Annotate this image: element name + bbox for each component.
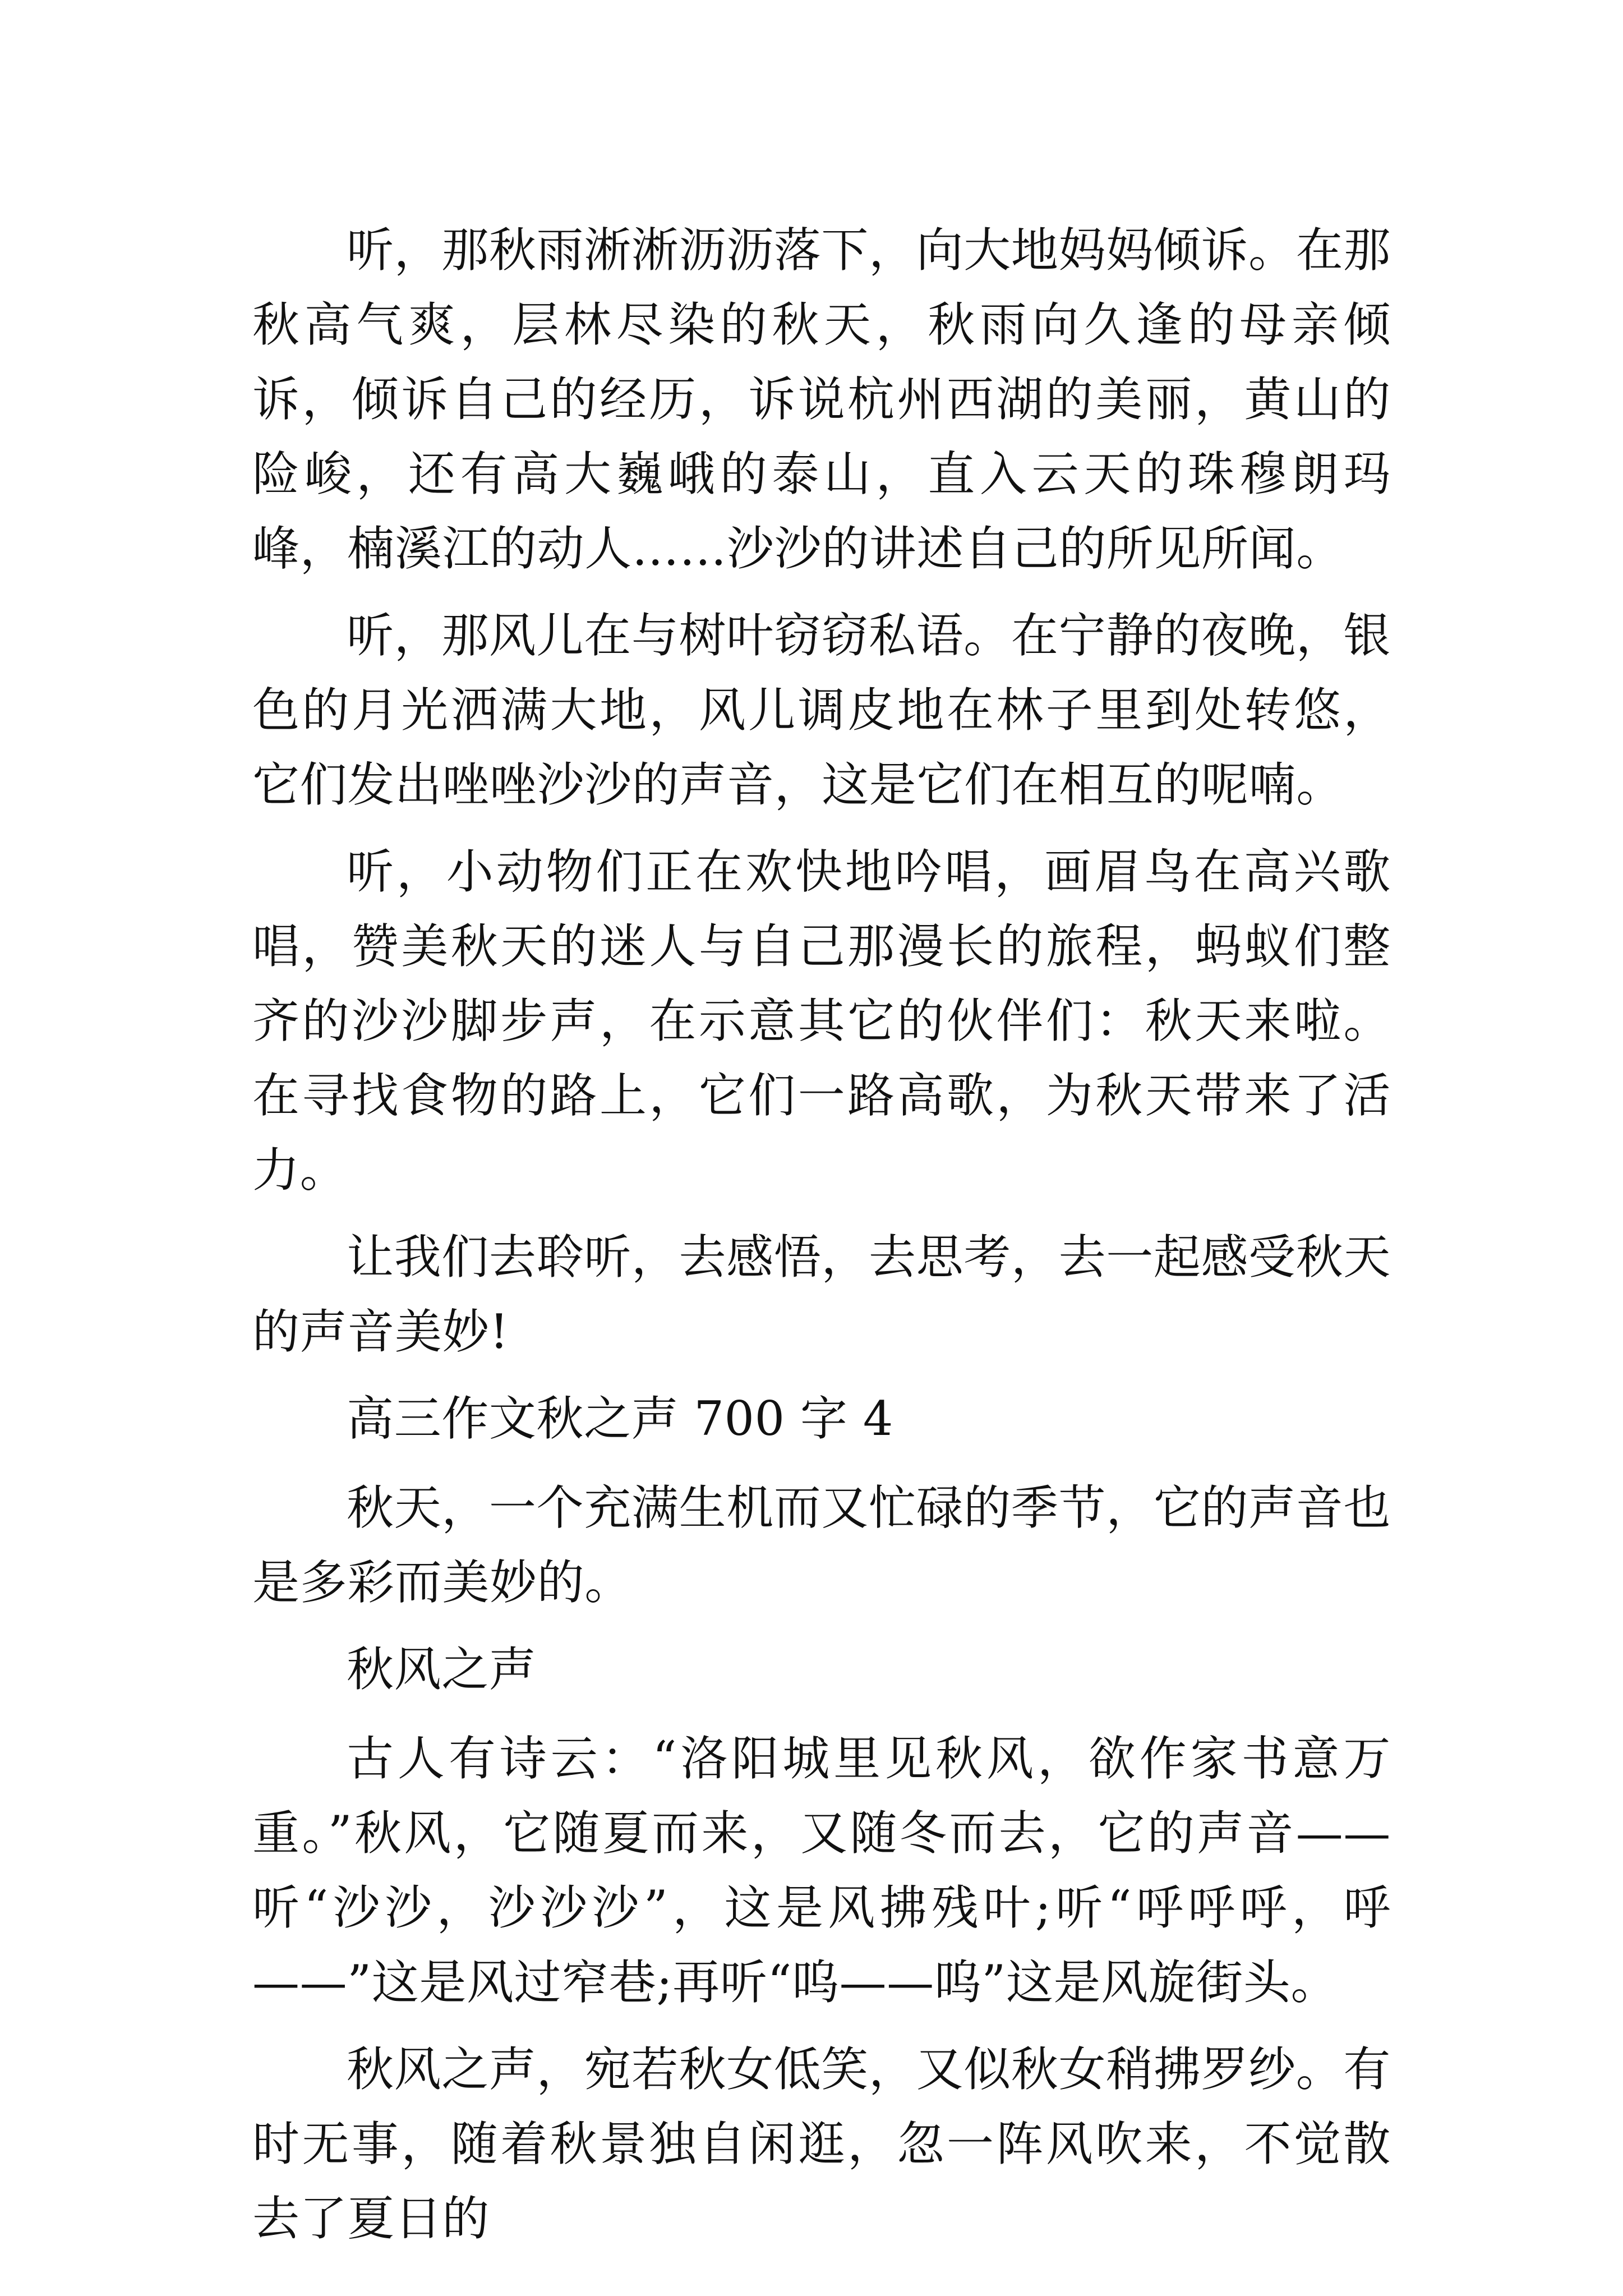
paragraph-wind-and-leaves: 听，那风儿在与树叶窃窃私语。在宁静的夜晚，银色的月光洒满大地，风儿调皮地在林子里到处转悠，它们发出唑唑沙沙的声音，这是它们在相互的呢喃。 [252,608,1391,812]
paragraph-ancient-poem: 古人有诗云：“洛阳城里见秋风，欲作家书意万重。”秋风，它随夏而来，又随冬而去，它的声音——听“沙沙，沙沙沙”，这是风拂残叶;听“呼呼呼，呼——”这是风过窄巷;再听“呜——呜”这是风旋街头。 [252,1731,1391,2010]
paragraph-closing: 让我们去聆听，去感悟，去思考，去一起感受秋天的声音美妙! [252,1230,1391,1359]
paragraph-autumn-rain: 听，那秋雨淅淅沥沥落下，向大地妈妈倾诉。在那秋高气爽，层林尽染的秋天，秋雨向久逢的母亲倾诉，倾诉自己的经历，诉说杭州西湖的美丽，黄山的险峻，还有高大巍峨的泰山，直入云天的珠穆朗玛峰，楠溪江的动人……沙沙的讲述自己的所见所闻。 [252,223,1391,576]
paragraph-small-animals: 听，小动物们正在欢快地吟唱，画眉鸟在高兴歌唱，赞美秋天的迷人与自己那漫长的旅程，蚂蚁们整齐的沙沙脚步声，在示意其它的伙伴们：秋天来啦。在寻找食物的路上，它们一路高歌，为秋天带来了活力。 [252,844,1391,1198]
essay-title: 高三作文秋之声 700 字 4 [347,1391,893,1446]
paragraph-autumn-wind-voice: 秋风之声，宛若秋女低笑，又似秋女稍拂罗纱。有时无事，随着秋景独自闲逛，忽一阵风吹来，不觉散去了夏日的 [252,2042,1391,2246]
document-body [252,213,1391,2264]
paragraph-intro: 秋天，一个充满生机而又忙碌的季节，它的声音也是多彩而美妙的。 [252,1480,1391,1610]
section-heading-autumn-wind: 秋风之声 [347,1642,537,1697]
